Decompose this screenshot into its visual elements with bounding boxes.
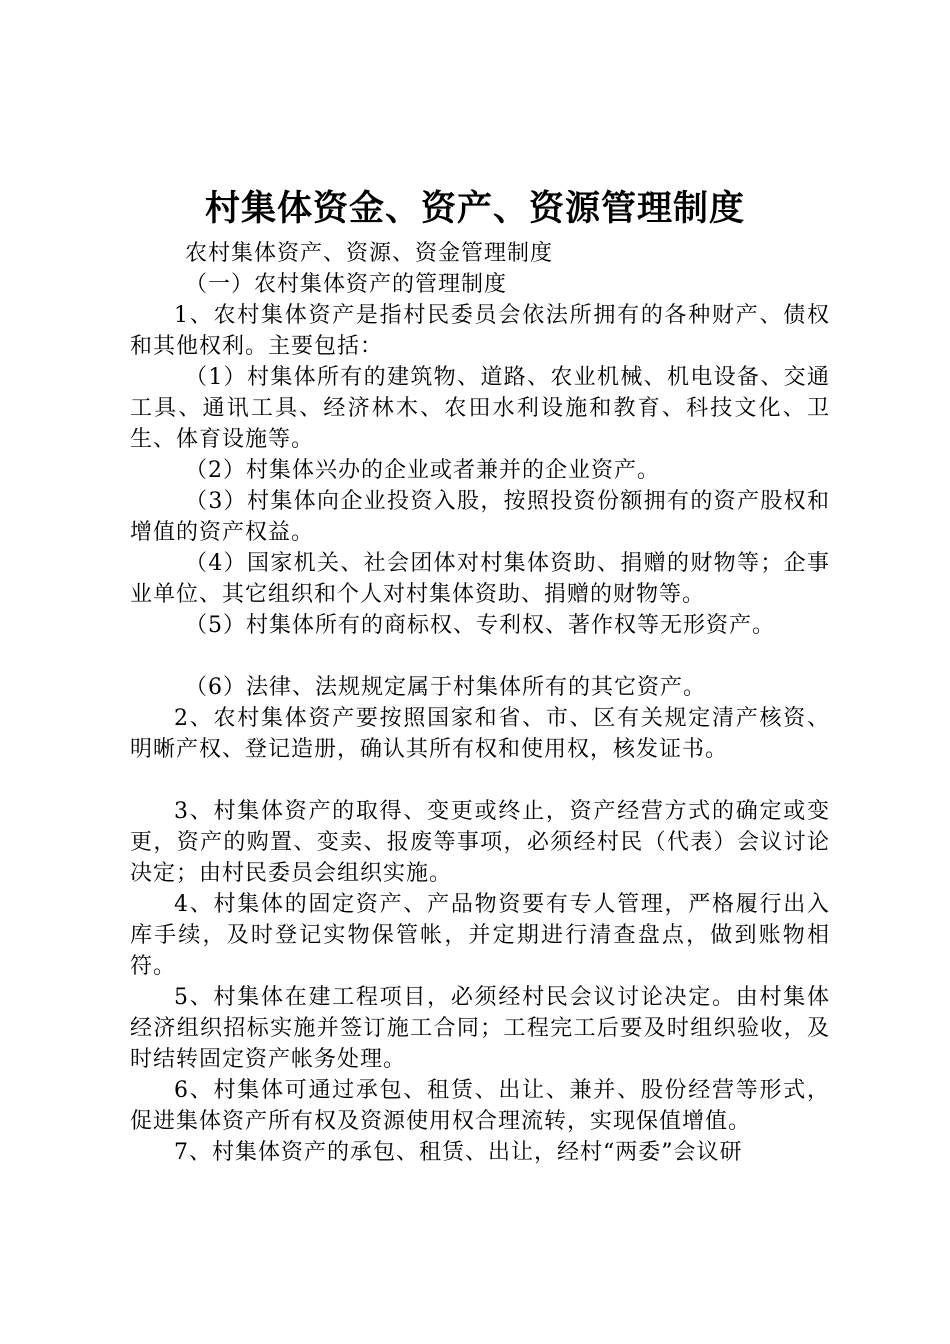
paragraph-7: 7、村集体资产的承包、租赁、出让，经村“两委”会议研 bbox=[174, 1140, 743, 1165]
paragraph-5: 5、村集体在建工程项目，必须经村民会议讨论决定。由村集体经济组织招标实施并签订施工合同；工程完工后要及时组织验收，及时结转固定资产帐务处理。 bbox=[130, 985, 830, 1072]
document-title: 村集体资金、资产、资源管理制度 bbox=[204, 188, 745, 229]
paragraph-item-6: （6）法律、法规规定属于村集体所有的其它资产。 bbox=[185, 675, 706, 700]
paragraph-3: 3、村集体资产的取得、变更或终止，资产经营方式的确定或变更，资产的购置、变卖、报废等事项，必须经村民（代表）会议讨论决定；由村民委员会组织实施。 bbox=[130, 799, 830, 886]
paragraph-2: 2、农村集体资产要按照国家和省、市、区有关规定清产核资、明晰产权、登记造册，确认其所有权和使用权，核发证书。 bbox=[130, 706, 830, 762]
paragraph-6: 6、村集体可通过承包、租赁、出让、兼并、股份经营等形式，促进集体资产所有权及资源使用权合理流转，实现保值增值。 bbox=[130, 1078, 830, 1134]
paragraph-item-5: （5）村集体所有的商标权、专利权、著作权等无形资产。 bbox=[185, 613, 775, 638]
paragraph-4: 4、村集体的固定资产、产品物资要有专人管理，严格履行出入库手续，及时登记实物保管帐，并定期进行清查盘点，做到账物相符。 bbox=[130, 892, 830, 979]
paragraph-item-1: （1）村集体所有的建筑物、道路、农业机械、机电设备、交通工具、通讯工具、经济林木、农田水利设施和教育、科技文化、卫生、体育设施等。 bbox=[130, 365, 830, 452]
paragraph-item-2: （2）村集体兴办的企业或者兼并的企业资产。 bbox=[185, 458, 660, 483]
paragraph-item-3: （3）村集体向企业投资入股，按照投资份额拥有的资产股权和增值的资产权益。 bbox=[130, 489, 830, 545]
paragraph-section-heading: （一）农村集体资产的管理制度 bbox=[185, 272, 508, 297]
paragraph-1: 1、农村集体资产是指村民委员会依法所拥有的各种财产、债权和其他权利。主要包括： bbox=[130, 303, 830, 359]
document-body bbox=[130, 238, 830, 1168]
paragraph-subtitle: 农村集体资产、资源、资金管理制度 bbox=[185, 241, 554, 266]
paragraph-item-4: （4）国家机关、社会团体对村集体资助、捐赠的财物等；企事业单位、其它组织和个人对村集体资助、捐赠的财物等。 bbox=[130, 551, 830, 607]
